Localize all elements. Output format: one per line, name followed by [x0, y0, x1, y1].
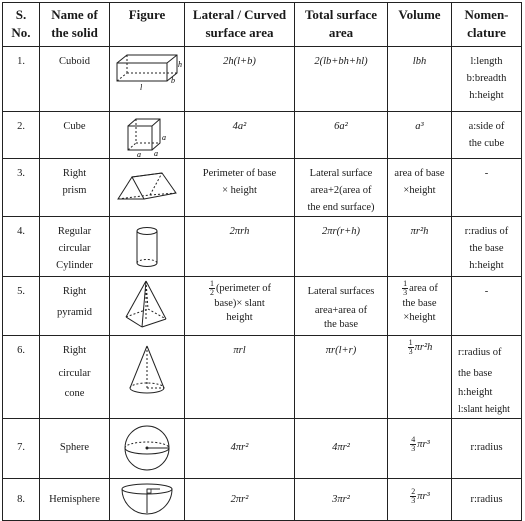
header-lateral: Lateral / Curved surface area	[185, 3, 295, 47]
fraction-two-thirds: $\frac{2}{3}$	[411, 487, 416, 506]
row-sno: 3.	[3, 159, 40, 217]
row-total: Lateral surfaces area+area of the base	[295, 277, 388, 336]
row-nomenclature: r:radius of the base h:height	[452, 217, 522, 277]
table-row	[3, 159, 522, 217]
cone-figure	[127, 344, 167, 404]
row-volume: a³	[388, 112, 452, 159]
table-row	[3, 217, 522, 277]
header-figure: Figure	[110, 3, 185, 47]
row-volume: $\frac{4}{3}$ πr³	[388, 419, 452, 479]
row-total: 2πr(r+h)	[295, 217, 388, 277]
row-name: Right pyramid	[40, 277, 110, 336]
row-lateral: πrl	[185, 336, 295, 419]
row-figure	[110, 159, 185, 217]
header-sno: S. No.	[3, 3, 40, 47]
row-figure	[110, 419, 185, 479]
row-name: Right circular cone	[40, 336, 110, 419]
header-volume: Volume	[388, 3, 452, 47]
figure-label-a-depth: a	[154, 149, 158, 158]
figure-label-a-bottom: a	[137, 150, 141, 158]
row-figure	[110, 336, 185, 419]
row-sno: 6.	[3, 336, 40, 419]
row-sno: 1.	[3, 47, 40, 112]
row-nomenclature: r:radius of the base h:height l:slant height	[452, 336, 522, 419]
row-total: πr(l+r)	[295, 336, 388, 419]
table-row	[3, 336, 522, 419]
row-sno: 2.	[3, 112, 40, 159]
row-total: 4πr²	[295, 419, 388, 479]
sphere-figure	[122, 423, 172, 473]
header-row	[3, 3, 522, 47]
cube-figure	[122, 116, 172, 158]
figure-label-l: l	[140, 83, 143, 91]
table-row	[3, 47, 522, 112]
fraction-four-thirds: $\frac{4}{3}$	[411, 435, 416, 454]
table-row	[3, 419, 522, 479]
table-row	[3, 112, 522, 159]
row-name: Sphere	[40, 419, 110, 479]
row-figure	[110, 47, 185, 112]
prism-figure	[114, 169, 180, 205]
row-lateral: 2πr²	[185, 479, 295, 521]
header-nomenclature: Nomen- clature	[452, 3, 522, 47]
row-sno: 8.	[3, 479, 40, 521]
fraction-half: $\frac{1}{2}$	[209, 279, 214, 298]
row-volume: $\frac{1}{3}$ area of the base ×height	[388, 277, 452, 336]
table-row	[3, 277, 522, 336]
row-name: Cuboid	[40, 47, 110, 112]
row-lateral: $\frac{1}{2}$ (perimeter of base)× slant height	[185, 277, 295, 336]
row-name: Right prism	[40, 159, 110, 217]
row-lateral: 4πr²	[185, 419, 295, 479]
row-lateral: 2πrh	[185, 217, 295, 277]
row-name: Cube	[40, 112, 110, 159]
row-volume: $\frac{2}{3}$ πr³	[388, 479, 452, 521]
row-nomenclature: a:side of the cube	[452, 112, 522, 159]
pyramid-figure	[122, 279, 172, 331]
fraction-third: $\frac{1}{3}$	[408, 338, 413, 357]
header-name: Name of the solid	[40, 3, 110, 47]
row-sno: 5.	[3, 277, 40, 336]
row-sno: 4.	[3, 217, 40, 277]
row-nomenclature: r:radius	[452, 479, 522, 521]
row-nomenclature: l:length b:breadth h:height	[452, 47, 522, 112]
row-sno: 7.	[3, 419, 40, 479]
cylinder-figure	[132, 225, 162, 271]
fraction-third: $\frac{1}{3}$	[403, 279, 408, 298]
header-total: Total surface area	[295, 3, 388, 47]
row-nomenclature: -	[452, 277, 522, 336]
row-total: 3πr²	[295, 479, 388, 521]
row-name: Regular circular Cylinder	[40, 217, 110, 277]
row-total: 2(lb+bh+hl)	[295, 47, 388, 112]
figure-label-b: b	[171, 76, 175, 85]
row-total: Lateral surface area+2(area of the end surface)	[295, 159, 388, 217]
row-total: 6a²	[295, 112, 388, 159]
table-row	[3, 479, 522, 521]
row-name: Hemisphere	[40, 479, 110, 521]
solids-formula-table	[2, 2, 522, 521]
row-volume: $\frac{1}{3}$ πr²h	[388, 336, 452, 419]
row-nomenclature: -	[452, 159, 522, 217]
row-nomenclature: r:radius	[452, 419, 522, 479]
row-lateral: 2h(l+b)	[185, 47, 295, 112]
figure-label-a-side: a	[162, 133, 166, 142]
row-volume: area of base ×height	[388, 159, 452, 217]
row-lateral: Perimeter of base × height	[185, 159, 295, 217]
figure-label-h: h	[178, 60, 182, 69]
row-lateral: 4a²	[185, 112, 295, 159]
row-figure	[110, 112, 185, 159]
row-figure	[110, 479, 185, 521]
row-figure	[110, 217, 185, 277]
row-volume: πr²h	[388, 217, 452, 277]
hemisphere-figure	[118, 481, 176, 517]
row-volume: lbh	[388, 47, 452, 112]
cuboid-figure	[111, 51, 183, 91]
row-figure	[110, 277, 185, 336]
